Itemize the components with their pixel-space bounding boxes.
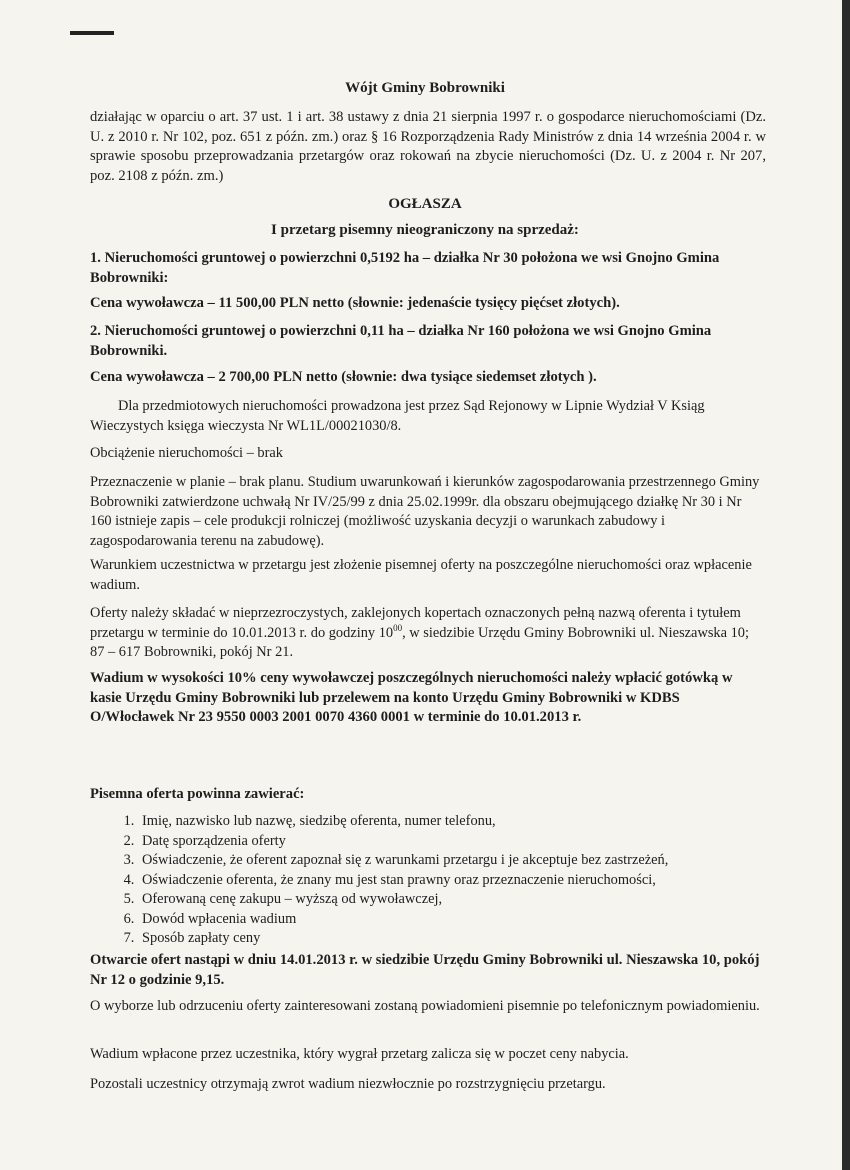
property-1-description: 1. Nieruchomości gruntowej o powierzchni 0,5192 ha – działka Nr 30 położona we wsi Gnojno Gmina Bobrowniki:: [90, 250, 720, 286]
opening-paragraph: Otwarcie ofert nastąpi w dniu 14.01.2013 r. w siedzibie Urzędu Gminy Bobrowniki ul. Nieszawska 10, pokój Nr 12 o godzinie 9,15.: [90, 952, 760, 988]
tender-title: I przetarg pisemny nieograniczony na sprzedaż:: [271, 222, 579, 238]
list-item: 4. Oświadczenie oferenta, że znany mu jest stan prawny oraz przeznaczenie nieruchomości,: [138, 871, 778, 891]
offer-heading: Pisemna oferta powinna zawierać:: [90, 786, 305, 802]
zoning-paragraph: Przeznaczenie w planie – brak planu. Studium uwarunkowań i kierunków zagospodarowania przestrzennego Gminy Bobrowniki zatwierdzone uchwałą Nr IV/25/99 z dnia 25.02.1999r. dla obszaru obejmującego działkę Nr 30 i Nr 160 istnieje zapis – cele produkcji rolniczej (możliwość uzyskania decyzji o warunkach zabudowy i zagospodarowania terenu na zabudowę).: [90, 474, 760, 549]
list-item: 7. Sposób zapłaty ceny: [138, 929, 778, 949]
list-item: 1. Imię, nazwisko lub nazwę, siedzibę oferenta, numer telefonu,: [138, 812, 778, 832]
list-item: 3. Oświadczenie, że oferent zapoznał się z warunkami przetargu i je akceptuje bez zastrzeżeń,: [138, 851, 778, 871]
scan-mark: [70, 31, 114, 35]
authority-heading: Wójt Gminy Bobrowniki: [345, 80, 505, 96]
scan-edge: [842, 0, 850, 1170]
list-item: 5. Oferowaną cenę zakupu – wyższą od wywoławczej,: [138, 890, 778, 910]
winner-deposit-paragraph: Wadium wpłacone przez uczestnika, który wygrał przetarg zalicza się w poczet ceny nabycia.: [90, 1046, 629, 1062]
preamble-paragraph: działając w oparciu o art. 37 ust. 1 i art. 38 ustawy z dnia 21 sierpnia 1997 r. o gospodarce nieruchomościami (Dz. U. z 2010 r. Nr 102, poz. 651 z późn. zm.) oraz § 16 Rozporządzenia Rady Ministrów z dnia 14 września 2004 r. w sprawie sposobu przeprowadzania przetargów oraz rokowań na zbycie nieruchomości (Dz. U. z 2004 r. Nr 207, poz. 2108 z późn. zm.): [90, 109, 766, 184]
property-2-description: 2. Nieruchomości gruntowej o powierzchni 0,11 ha – działka Nr 160 położona we wsi Gnojno Gmina Bobrowniki.: [90, 323, 712, 359]
submission-text-before: Oferty należy składać w nieprzezroczystych, zaklejonych kopertach oznaczonych pełną nazwą oferenta i tytułem przetargu w terminie do 10.01.2013 r. do godziny 10: [90, 605, 741, 641]
list-item: 2. Datę sporządzenia oferty: [138, 832, 778, 852]
notification-paragraph: O wyborze lub odrzuceniu oferty zainteresowani zostaną powiadomieni pisemnie po telefonicznym powiadomieniu.: [90, 998, 760, 1014]
property-2-price: Cena wywoławcza – 2 700,00 PLN netto (słownie: dwa tysiące siedemset złotych ).: [90, 369, 597, 385]
submission-text-after: , w siedzibie Urzędu Gminy Bobrowniki ul. Nieszawska 10; 87 – 617 Bobrowniki, pokój Nr 21.: [90, 624, 750, 660]
deposit-paragraph: Wadium w wysokości 10% ceny wywoławczej poszczególnych nieruchomości należy wpłacić gotówką w kasie Urzędu Gminy Bobrowniki lub przelewem na konto Urzędu Gminy Bobrowniki w KDBS O/Włocławek Nr 23 9550 0003 2001 0070 4360 0001 w terminie do 10.01.2013 r.: [90, 670, 733, 725]
participation-paragraph: Warunkiem uczestnictwa w przetargu jest złożenie pisemnej oferty na poszczególne nieruchomości oraz wpłacenie wadium.: [90, 557, 752, 593]
refund-paragraph: Pozostali uczestnicy otrzymają zwrot wadium niezwłocznie po rozstrzygnięciu przetargu.: [90, 1076, 606, 1092]
property-1-price: Cena wywoławcza – 11 500,00 PLN netto (słownie: jedenaście tysięcy pięćset złotych).: [90, 295, 620, 311]
list-item: 6. Dowód wpłacenia wadium: [138, 910, 778, 930]
land-register-paragraph: Dla przedmiotowych nieruchomości prowadzona jest przez Sąd Rejonowy w Lipnie Wydział V Ksiąg Wieczystych księga wieczysta Nr WL1L/00021030/8.: [90, 398, 705, 434]
encumbrance-paragraph: Obciążenie nieruchomości – brak: [90, 445, 283, 461]
offer-requirements-list: [90, 812, 778, 949]
submission-hour-minutes: 00: [393, 622, 403, 633]
announces-heading: OGŁASZA: [388, 196, 462, 212]
submission-paragraph: [90, 604, 766, 663]
